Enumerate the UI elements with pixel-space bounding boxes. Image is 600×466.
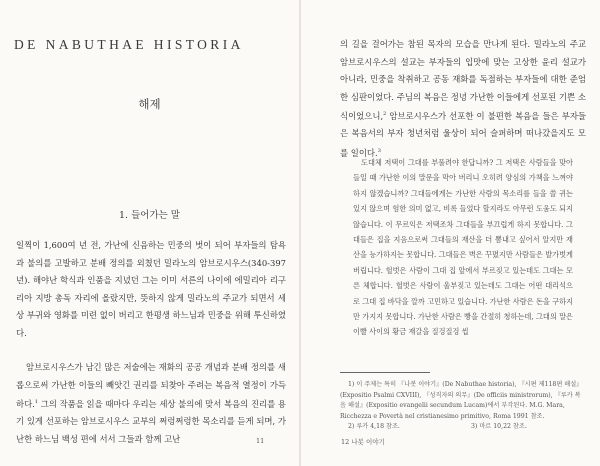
footnote-marker-3: 3 [377,147,381,154]
footnote-1: 1) 이 주제는 특히 『나봇 이야기』(De Nabuthae historia), 『시편 제118편 해설』(Expositio Psalmi CXVIII), 『성직자의 의무』(De officiis ministrorum), 『루카 복음 해설』(Expositio evangelii secundum Lucam)에서 부각된다. M.G. Mara, Ricchezza e Povertà nel cristianesimo primitivo, Roma 1991 참조. [340,381,583,420]
footnote-3: 3) 마르 10,22 참조. [471,423,527,430]
paragraph-2-continued: 그의 작품을 읽을 때마다 우리는 세상 불의에 맞서 복음의 진리를 용기 있게 선포하는 암브로시우스 교부의 쩌렁쩌렁한 목소리를 듣게 되며, 가난한 하느님 백성 편에 서서 그들과 함께 고난 [16,398,286,444]
body-paragraph-1: 일찍이 1,600여 년 전, 가난에 신음하는 민중의 벗이 되어 부자들의 탐욕과 불의를 고발하고 분배 정의를 외쳤던 밀라노의 암브로시우스(340-397년). 해야난 학식과 인품을 지녔던 그는 이미 서른의 나이에 에밀리아 리구리아 지방 총독 자리에 올랐지만, 뜻하지 않게 밀라노의 주교가 되면서 세상 부귀와 영화를 미련 없이 버리고 한평생 하느님과 민중을 위해 투신하였다. [16,240,286,338]
footnote-divider [340,372,430,373]
footnote-row [340,422,586,433]
page-number-left: 11 [256,437,265,445]
body-paragraph-2 [16,359,286,448]
page-number-right: 12 나봇 이야기 [341,438,385,446]
footnote-marker-2: 2 [383,111,387,117]
body-paragraph-right [340,36,586,162]
right-paragraph-text: 의 길을 걸어가는 참된 목자의 모습을 만나게 된다. 밀라노의 주교 암브로시우스의 설교는 부자들의 입맛에 맞는 고상한 윤리 설교가 아니라, 민중을 착취하고 공동 재화를 독점하는 부자들에 대한 준엄한 심판이었다. 주님의 복음은 정녕 가난한 이들에게 선포된 기쁜 소식이었으니, [340,39,586,121]
block-quote: 도대체 저택이 그대를 부풀려야 한답니까? 그 저택은 사람들을 맞아들일 때 가난한 이의 말문을 막아 버리니 오히려 양심의 가책을 느껴야 하지 않겠습니까? 그대들에게는 가난한 사람의 목소리를 들을 쓸 귀는 있지 않으며 험한 의미 없고, 비록 들었다 할지라도 아무런 도움도 되지 않습니다. 이 무르익은 저택조차 그대들을 부끄럽게 하지 못합니다. 그대들은 집을 지음으로써 그대들의 재산을 더 뽐내고 싶어서 알지만 재산을 능가하지는 못합니다. 그대들은 벽은 꾸몄지만 사람들은 발가벗게 버립니다. 헐벗은 사람이 그대 집 앞에서 부르짖고 있는데도 그대는 모른 체합니다. 헐벗은 사람이 울부짖고 있는데도 그대는 어떤 대리석으로 그대 집 바닥을 깔까 고민하고 있습니다. 가난한 사람은 돈을 구하지만 가지지 못합니다. 가난한 사람은 빵을 간절히 청하는데, 그대의 말은 이빨 사이의 황금 재갈을 질겅질겅 씹 [353,158,573,337]
paragraph-2-text: 암브로시우스가 남긴 많은 저술에는 재화의 공공 개념과 분배 정의를 새롭으로써 가난한 이들의 빼앗긴 권리를 되찾아 주려는 복음적 열정이 가득하다. [16,362,286,409]
right-paragraph-continued: 암브로시우스가 선포한 이 불편한 복음을 들은 부자들은 복음서의 부자 청년처럼 울상이 되어 슬퍼하며 떠나갔을지도 모를 일이다. [340,110,586,158]
subsection-title: 1. 들어가는 말 [119,210,180,221]
section-title: 해제 [138,97,161,111]
footnote-marker-1: 1 [34,399,39,405]
right-page [301,0,600,466]
footnote-2: 2) 루카 4,18 참조. [348,423,400,430]
latin-title: DE NABUTHAE HISTORIA [14,37,244,52]
left-page [0,0,299,466]
footnotes [340,380,586,433]
